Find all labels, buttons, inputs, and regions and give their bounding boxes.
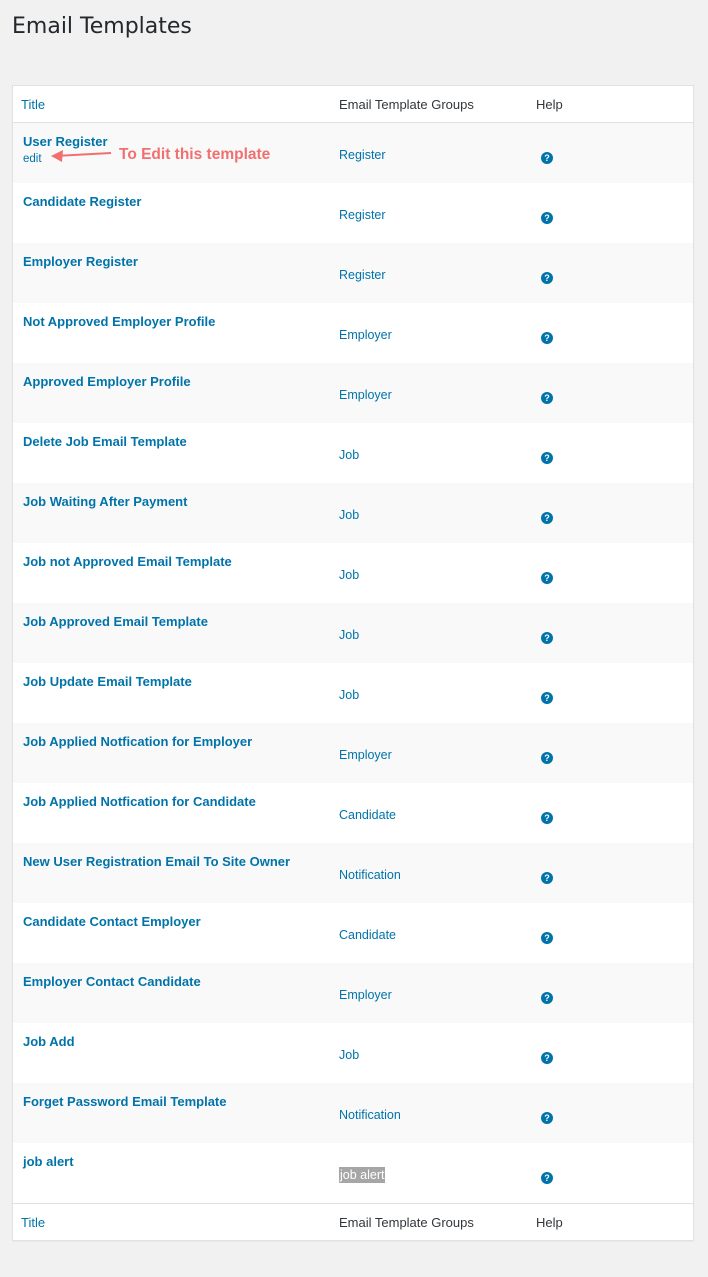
template-group: Register [339, 208, 386, 222]
template-group: Job [339, 448, 360, 462]
table-row [13, 363, 693, 423]
template-group: Job [339, 1048, 360, 1062]
template-group: Job [339, 568, 360, 582]
template-title-link[interactable]: Delete Job Email Template [23, 434, 187, 449]
template-title-link[interactable]: Job Applied Notfication for Employer [23, 734, 253, 749]
column-help-header: Help [536, 97, 563, 112]
table-row [13, 1083, 693, 1143]
template-group: Employer [339, 328, 392, 342]
help-icon[interactable]: ? [541, 452, 553, 464]
template-group: Notification [339, 1108, 401, 1122]
table-row [13, 963, 693, 1023]
template-title-link[interactable]: Employer Contact Candidate [23, 974, 201, 989]
page-title: Email Templates [12, 14, 192, 39]
help-icon[interactable]: ? [541, 1052, 553, 1064]
table-row [13, 243, 693, 303]
table-row [13, 303, 693, 363]
annotation-arrow-icon [51, 148, 113, 164]
footer-help-header: Help [536, 1215, 563, 1230]
table-body [13, 123, 693, 1203]
template-group: Job [339, 508, 360, 522]
template-title-link[interactable]: Employer Register [23, 254, 138, 269]
help-icon[interactable]: ? [541, 392, 553, 404]
help-icon[interactable]: ? [541, 932, 553, 944]
table-row [13, 543, 693, 603]
table-row [13, 603, 693, 663]
table-header [13, 86, 693, 123]
template-title-link[interactable]: Candidate Register [23, 194, 142, 209]
template-title-link[interactable]: User Register [23, 134, 108, 149]
table-row [13, 423, 693, 483]
template-group: Candidate [339, 928, 396, 942]
help-icon[interactable]: ? [541, 632, 553, 644]
template-title-link[interactable]: Job Applied Notfication for Candidate [23, 794, 256, 809]
template-group: Candidate [339, 808, 396, 822]
table-row [13, 723, 693, 783]
email-templates-table [12, 85, 694, 1241]
footer-title-sort-link[interactable]: Title [21, 1215, 46, 1230]
template-title-link[interactable]: Job Waiting After Payment [23, 494, 188, 509]
table-row [13, 123, 693, 183]
column-group-header: Email Template Groups [339, 97, 474, 112]
help-icon[interactable]: ? [541, 752, 553, 764]
table-row [13, 483, 693, 543]
template-group: Employer [339, 388, 392, 402]
table-row [13, 783, 693, 843]
help-icon[interactable]: ? [541, 812, 553, 824]
template-group: Job [339, 628, 360, 642]
help-icon[interactable]: ? [541, 272, 553, 284]
table-row [13, 663, 693, 723]
template-group: Register [339, 148, 386, 162]
table-row [13, 843, 693, 903]
template-title-link[interactable]: Job Approved Email Template [23, 614, 208, 629]
edit-link[interactable]: edit [23, 153, 42, 165]
edit-annotation-label: To Edit this template [119, 146, 271, 163]
help-icon[interactable]: ? [541, 1112, 553, 1124]
template-group: Register [339, 268, 386, 282]
template-group: Employer [339, 748, 392, 762]
template-title-link[interactable]: Approved Employer Profile [23, 374, 191, 389]
template-title-link[interactable]: job alert [23, 1154, 74, 1169]
template-title-link[interactable]: Forget Password Email Template [23, 1094, 227, 1109]
table-row [13, 1023, 693, 1083]
table-row [13, 183, 693, 243]
template-title-link[interactable]: Not Approved Employer Profile [23, 314, 216, 329]
help-icon[interactable]: ? [541, 512, 553, 524]
column-title-sort-link[interactable]: Title [21, 97, 46, 112]
template-group: Job [339, 688, 360, 702]
help-icon[interactable]: ? [541, 992, 553, 1004]
template-group: Employer [339, 988, 392, 1002]
table-footer [13, 1203, 693, 1240]
help-icon[interactable]: ? [541, 692, 553, 704]
help-icon[interactable]: ? [541, 872, 553, 884]
footer-group-header: Email Template Groups [339, 1215, 474, 1230]
template-group: job alert [340, 1168, 385, 1182]
template-title-link[interactable]: Job Add [23, 1034, 75, 1049]
help-icon[interactable]: ? [541, 1172, 553, 1184]
template-title-link[interactable]: Job Update Email Template [23, 674, 192, 689]
help-icon[interactable]: ? [541, 212, 553, 224]
table-row [13, 903, 693, 963]
help-icon[interactable]: ? [541, 572, 553, 584]
template-group: Notification [339, 868, 401, 882]
template-title-link[interactable]: New User Registration Email To Site Owner [23, 854, 291, 869]
template-title-link[interactable]: Candidate Contact Employer [23, 914, 201, 929]
template-title-link[interactable]: Job not Approved Email Template [23, 554, 232, 569]
help-icon[interactable]: ? [541, 332, 553, 344]
table-row [13, 1143, 693, 1203]
help-icon[interactable]: ? [541, 152, 553, 164]
